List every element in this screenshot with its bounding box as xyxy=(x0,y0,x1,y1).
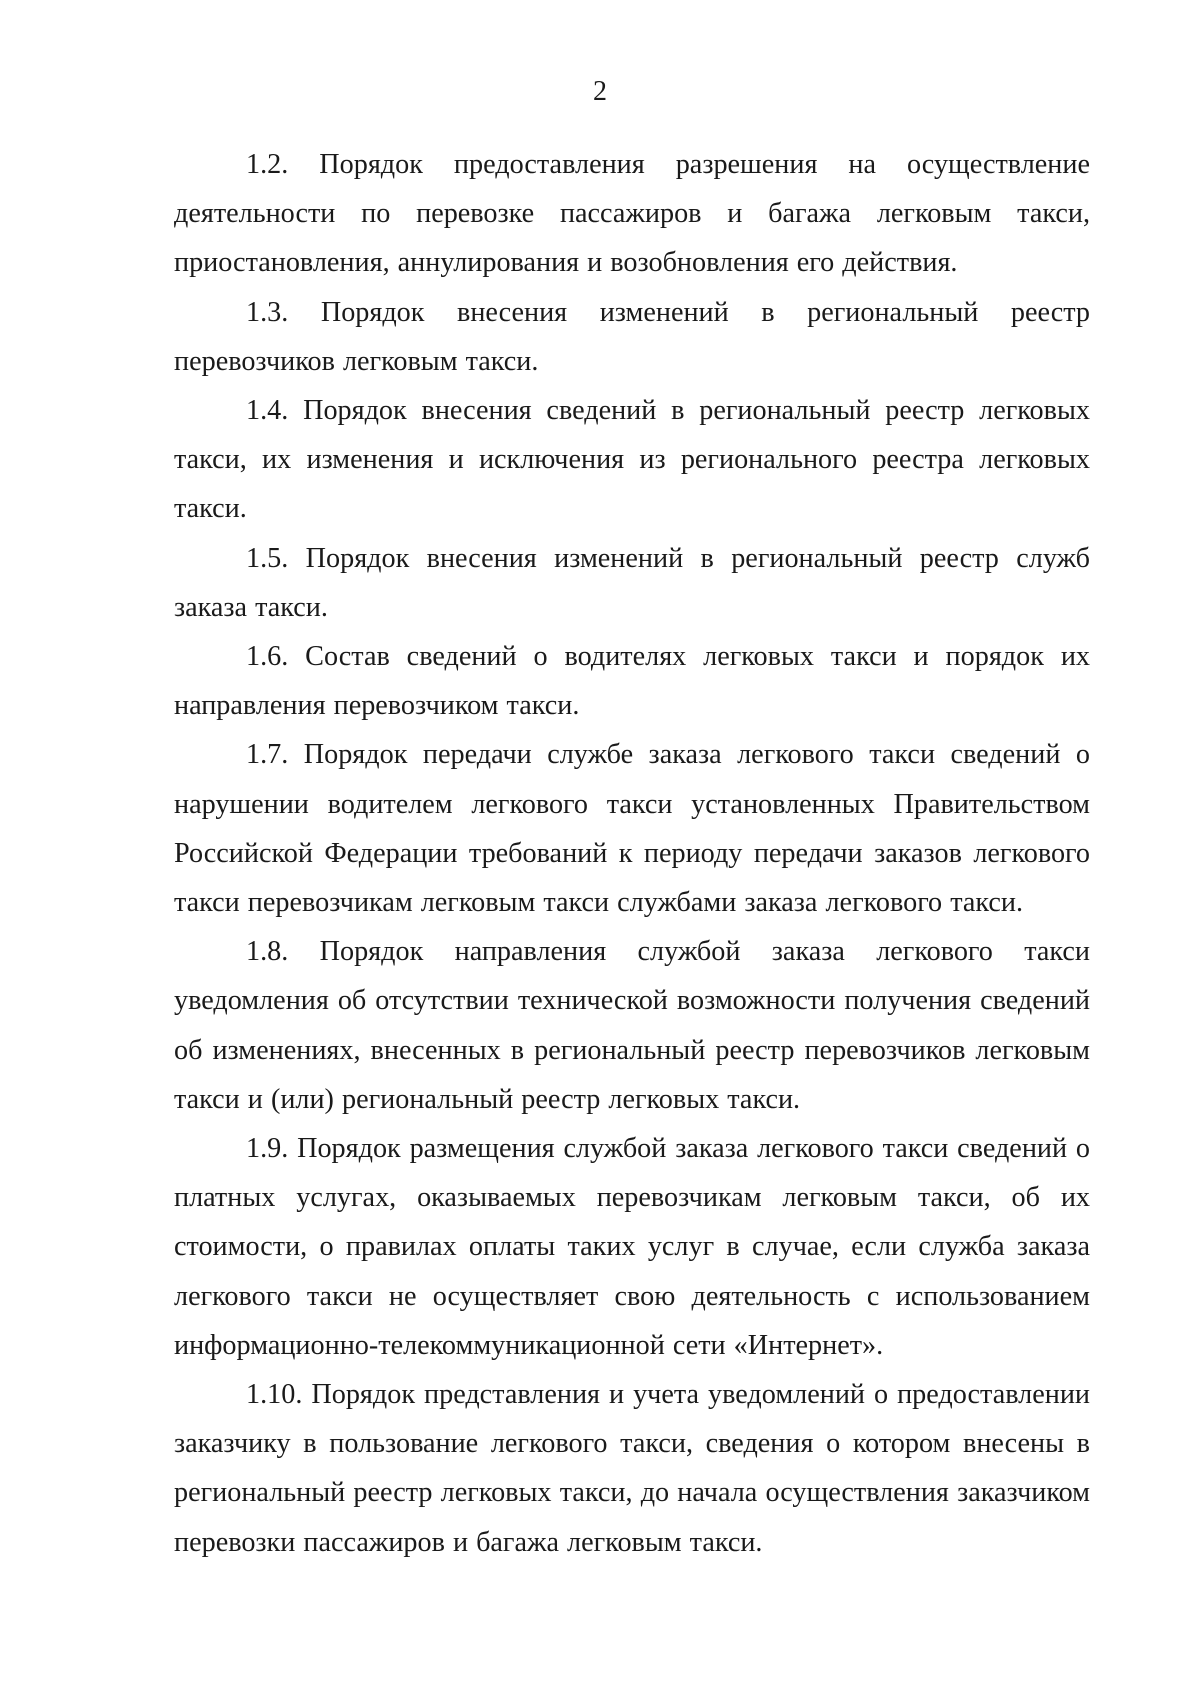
paragraph-1-8: 1.8. Порядок направления службой заказа легкового такси уведомления об отсутствии технической возможности получения сведений об изменениях, внесенных в региональный реестр перевозчиков легковым такси и (или) региональный реестр легковых такси. xyxy=(174,936,1090,1115)
paragraph-1-10: 1.10. Порядок представления и учета уведомлений о предоставлении заказчику в пользование легкового такси, сведения о котором внесены в региональный реестр легковых такси, до начала осуществления заказчиком перевозки пассажиров и багажа легковым такси. xyxy=(174,1379,1090,1558)
paragraph-1-5: 1.5. Порядок внесения изменений в региональный реестр служб заказа такси. xyxy=(174,542,1090,623)
paragraph-1-7: 1.7. Порядок передачи службе заказа легкового такси сведений о нарушении водителем легкового такси установленных Правительством Российской Федерации требований к периоду передачи заказов легкового такси перевозчикам легковым такси службами заказа легкового такси. xyxy=(174,739,1090,919)
paragraph-1-3: 1.3. Порядок внесения изменений в региональный реестр перевозчиков легковым такси. xyxy=(174,296,1090,377)
paragraph-1-9: 1.9. Порядок размещения службой заказа легкового такси сведений о платных услугах, оказываемых перевозчикам легковым такси, об их стоимости, о правилах оплаты таких услуг в случае, если служба заказа легкового такси не осуществляет свою деятельность с использованием информационно-телекоммуникационной сети «Интернет». xyxy=(174,1133,1090,1361)
paragraph-1-6: 1.6. Состав сведений о водителях легковых такси и порядок их направления перевозчиком такси. xyxy=(174,641,1090,722)
document-body xyxy=(174,140,1090,1567)
paragraph-1-2: 1.2. Порядок предоставления разрешения на осуществление деятельности по перевозке пассажиров и багажа легковым такси, приостановления, аннулирования и возобновления его действия. xyxy=(174,149,1090,279)
paragraph-1-4: 1.4. Порядок внесения сведений в региональный реестр легковых такси, их изменения и исключения из регионального реестра легковых такси. xyxy=(174,395,1090,525)
page-number: 2 xyxy=(593,76,607,107)
